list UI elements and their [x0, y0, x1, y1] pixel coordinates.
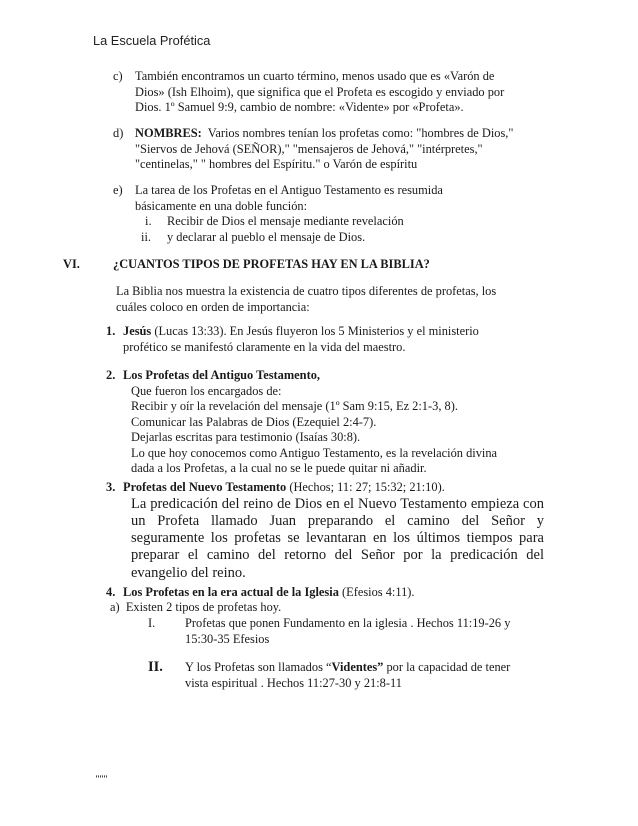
- text-fragment: (Lucas 13:33). En Jesús fluyeron los 5 Ministerios y el ministerio: [151, 324, 479, 338]
- sub-item-text: Recibir de Dios el mensaje mediante revelación: [167, 214, 404, 228]
- footer-mark: """: [95, 774, 107, 784]
- section-title: ¿CUANTOS TIPOS DE PROFETAS HAY EN LA BIBLIA?: [113, 257, 430, 271]
- text-line: [123, 480, 544, 496]
- text-line: "Siervos de Jehová (SEÑOR)," "mensajeros de Jehová," "intérpretes,": [135, 141, 483, 156]
- list-item-c: [113, 69, 504, 116]
- text-line: "centinelas," " hombres del Espíritu." o Varón de espíritu: [135, 157, 418, 171]
- sub-item-a: a) Existen 2 tipos de profetas hoy.: [110, 600, 282, 614]
- text-line: 15:30-35 Efesios: [185, 631, 270, 646]
- text-fragment: por la capacidad de tener: [383, 660, 511, 674]
- text-line: La tarea de los Profetas en el Antiguo Testamento es resumida: [135, 183, 443, 197]
- item-number: 4.: [106, 585, 116, 599]
- text-line: Comunicar las Palabras de Dios (Ezequiel 2:4-7).: [131, 414, 377, 429]
- text-line: vista espiritual . Hechos 11:27-30 y 21:8-11: [185, 675, 402, 690]
- item-label: e): [113, 183, 123, 197]
- bold-term: Videntes”: [331, 660, 384, 674]
- item-title: Los Profetas en la era actual de la Iglesia: [123, 585, 339, 599]
- item-reference: (Hechos; 11: 27; 15:32; 21:10).: [286, 480, 445, 494]
- roman-text: [185, 616, 510, 647]
- sub-item: [145, 214, 443, 230]
- item-text: [123, 368, 497, 477]
- text-line: seguramente los profetas se levantaran en los últimos tiempos para: [131, 530, 544, 547]
- page-header: La Escuela Profética: [93, 33, 211, 48]
- text-line: evangelio del reino.: [131, 564, 246, 581]
- item-text: [123, 324, 479, 355]
- item-number: 3.: [106, 480, 116, 494]
- text-line: Dios. 1º Samuel 9:9, cambio de nombre: «Vidente» por «Profeta».: [135, 100, 464, 114]
- item-lines: [131, 384, 497, 477]
- text-line: [123, 585, 415, 601]
- item-title: Los Profetas del Antiguo Testamento,: [123, 368, 320, 382]
- prophet-type-1: [106, 324, 479, 355]
- section-number: VI.: [63, 257, 80, 271]
- roman-number: I.: [148, 616, 156, 630]
- sub-item-number: ii.: [141, 229, 151, 244]
- text-line: [185, 660, 510, 676]
- text-line: La Biblia nos muestra la existencia de cuatro tipos diferentes de profetas, los: [116, 284, 497, 298]
- text-line: Dios» (Ish Elhoim), que significa que el Profeta es escogido y enviado por: [135, 84, 505, 99]
- section-intro: [116, 284, 496, 315]
- text-line: dada a los Profetas, a la cual no se le puede quitar ni añadir.: [131, 461, 427, 475]
- prophet-type-2: [106, 368, 497, 477]
- roman-text: [185, 660, 510, 691]
- item-text: [135, 126, 513, 173]
- prophet-type-3: [106, 480, 544, 582]
- text-line: Dejarlas escritas para testimonio (Isaías 30:8).: [131, 430, 361, 444]
- text-line: básicamente en una doble función:: [135, 198, 308, 213]
- sub-item-text: y declarar al pueblo el mensaje de Dios.: [167, 229, 366, 244]
- item-text: [135, 183, 443, 245]
- sub-item: [141, 230, 443, 246]
- item-number: 2.: [106, 368, 116, 382]
- text-fragment: Y los Profetas son llamados “: [185, 660, 332, 674]
- sub-item-number: i.: [145, 214, 152, 228]
- prophet-type-4: [106, 585, 415, 601]
- text-line: Lo que hoy conocemos como Antiguo Testamento, es la revelación divina: [131, 445, 498, 460]
- text-line: un Profeta llamado Juan preparando el camino del Señor y: [131, 512, 544, 529]
- text-line: También encontramos un cuarto término, menos usado que es «Varón de: [135, 69, 495, 83]
- item-text: [123, 480, 544, 582]
- text-line: Que fueron los encargados de:: [131, 383, 282, 398]
- text-line: Profetas que ponen Fundamento en la iglesia . Hechos 11:19-26 y: [185, 616, 511, 630]
- text-line: preparar el camino del retorno del Señor por la predicación del: [131, 547, 544, 564]
- list-item-d: [113, 126, 513, 173]
- roman-number: II.: [148, 659, 163, 675]
- roman-item-1: [148, 616, 510, 647]
- text-line: cuáles coloco en orden de importancia:: [116, 299, 310, 314]
- text-line: La predicación del reino de Dios en el Nuevo Testamento empieza con: [131, 495, 544, 512]
- item-reference: (Efesios 4:11).: [338, 585, 415, 599]
- item-label: c): [113, 69, 123, 83]
- text-fragment: Varios nombres tenían los profetas como: "hombres de Dios,": [201, 126, 514, 140]
- text-line: [135, 126, 513, 142]
- list-item-e: [113, 183, 443, 245]
- text-line: profético se manifestó claramente en la vida del maestro.: [123, 339, 406, 354]
- item-paragraph: [131, 496, 544, 582]
- item-label: d): [113, 126, 124, 140]
- item-text: [135, 69, 504, 116]
- item-title: Profetas del Nuevo Testamento: [123, 480, 287, 494]
- text-line: Recibir y oír la revelación del mensaje (1º Sam 9:15, Ez 2:1-3, 8).: [131, 399, 458, 413]
- item-number: 1.: [106, 324, 116, 338]
- bold-term: NOMBRES:: [135, 126, 202, 140]
- bold-term: Jesús: [123, 324, 152, 338]
- roman-item-2: [148, 660, 510, 691]
- text-line: [123, 324, 479, 340]
